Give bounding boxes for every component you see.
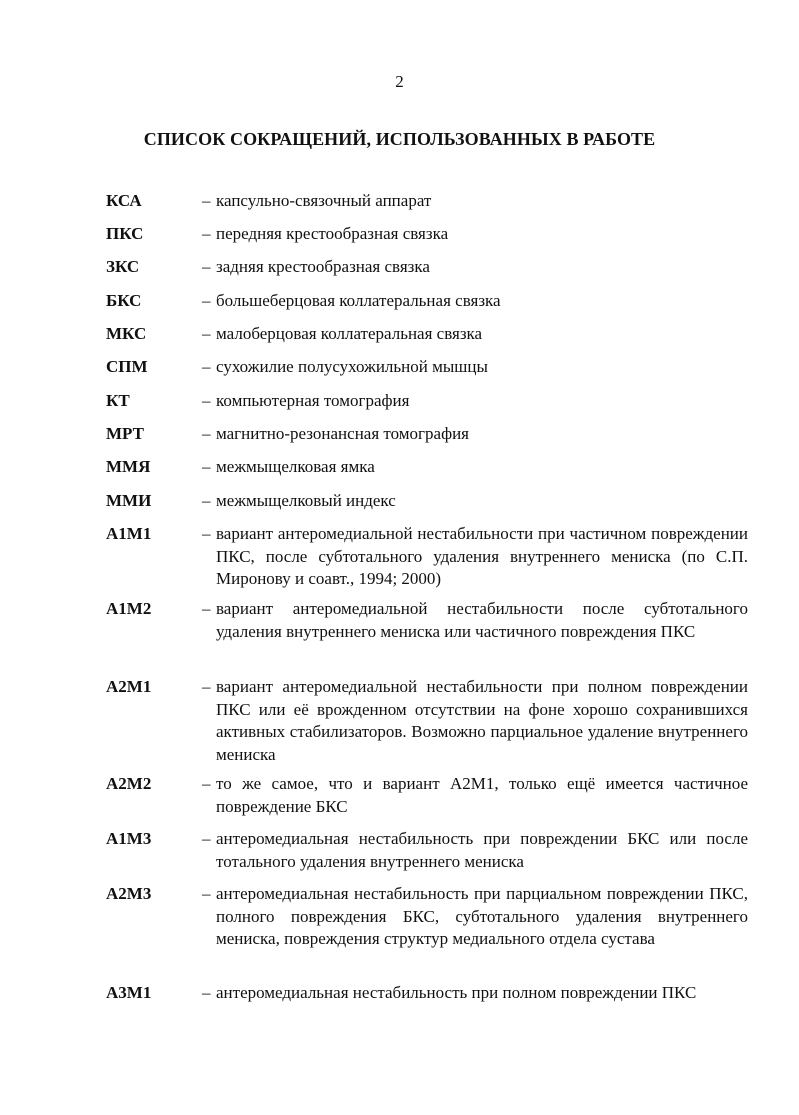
abbreviation-definition: компьютерная томография — [216, 391, 410, 410]
abbreviation-term: ММЯ — [106, 457, 151, 476]
abbreviation-definition: передняя крестообразная связка — [216, 224, 449, 243]
abbreviation-term: А2М3 — [106, 884, 152, 903]
abbreviation-term: СПМ — [106, 357, 148, 376]
abbreviation-definition: капсульно-связочный аппарат — [216, 191, 432, 210]
abbreviation-definition: вариант антеромедиальной нестабильности при полном повреждении ПКС или её врожденном отсутствии на фоне хорошо сохранившихся активных стабилизаторов. Возможно парциальное удаление внутреннего мениска — [216, 677, 748, 764]
abbreviation-definition: межмыщелковый индекс — [216, 491, 396, 510]
abbreviation-term: МРТ — [106, 424, 144, 443]
dash: – — [202, 524, 211, 543]
abbreviation-definition: вариант антеромедиальной нестабильности при частичном повреждении ПКС, после субтотального удаления внутреннего мениска (по С.П. Миронову и соавт., 1994; 2000) — [216, 524, 748, 588]
abbreviation-term: БКС — [106, 291, 142, 310]
abbreviation-term: ММИ — [106, 491, 152, 510]
abbreviation-definition: антеромедиальная нестабильность при парциальном повреждении ПКС, полного повреждения БКС, субтотального удаления внутреннего мениска, повреждения структур медиального отдела сустава — [216, 884, 748, 948]
abbreviation-definition: антеромедиальная нестабильность при повреждении БКС или после тотального удаления внутреннего мениска — [216, 829, 748, 871]
dash: – — [202, 357, 211, 376]
dash: – — [202, 677, 211, 696]
abbreviation-definition: большеберцовая коллатеральная связка — [216, 291, 501, 310]
abbreviation-term: А2М1 — [106, 677, 152, 696]
page-title: СПИСОК СОКРАЩЕНИЙ, ИСПОЛЬЗОВАННЫХ В РАБОТЕ — [143, 129, 656, 149]
abbreviation-term: ПКС — [106, 224, 144, 243]
page-number: 2 — [395, 72, 404, 91]
abbreviation-term: А2М2 — [106, 774, 152, 793]
abbreviation-term: А1М3 — [106, 829, 152, 848]
dash: – — [202, 291, 211, 310]
abbreviation-definition: сухожилие полусухожильной мышцы — [216, 357, 488, 376]
dash: – — [202, 599, 211, 618]
dash: – — [202, 324, 211, 343]
dash: – — [202, 424, 211, 443]
abbreviation-term: КТ — [106, 391, 130, 410]
dash: – — [202, 829, 211, 848]
dash: – — [202, 191, 211, 210]
dash: – — [202, 774, 211, 793]
abbreviation-term: А3М1 — [106, 983, 152, 1002]
dash: – — [202, 884, 211, 903]
dash: – — [202, 491, 211, 510]
abbreviation-term: А1М1 — [106, 524, 152, 543]
abbreviation-term: А1М2 — [106, 599, 152, 618]
abbreviation-definition: то же самое, что и вариант А2М1, только ещё имеется частичное повреждение БКС — [216, 774, 748, 816]
abbreviation-definition: межмыщелковая ямка — [216, 457, 375, 476]
dash: – — [202, 224, 211, 243]
dash: – — [202, 983, 211, 1002]
dash: – — [202, 257, 211, 276]
dash: – — [202, 391, 211, 410]
abbreviation-definition: малоберцовая коллатеральная связка — [216, 324, 483, 343]
abbreviation-definition: антеромедиальная нестабильность при полном повреждении ПКС — [216, 983, 697, 1002]
dash: – — [202, 457, 211, 476]
abbreviation-term: КСА — [106, 191, 142, 210]
abbreviation-term: ЗКС — [106, 257, 140, 276]
abbreviation-definition: магнитно-резонансная томография — [216, 424, 469, 443]
abbreviation-definition: вариант антеромедиальной нестабильности после субтотального удаления внутреннего мениска или частичного повреждения ПКС — [216, 599, 748, 641]
abbreviation-definition: задняя крестообразная связка — [216, 257, 430, 276]
abbreviation-term: МКС — [106, 324, 147, 343]
